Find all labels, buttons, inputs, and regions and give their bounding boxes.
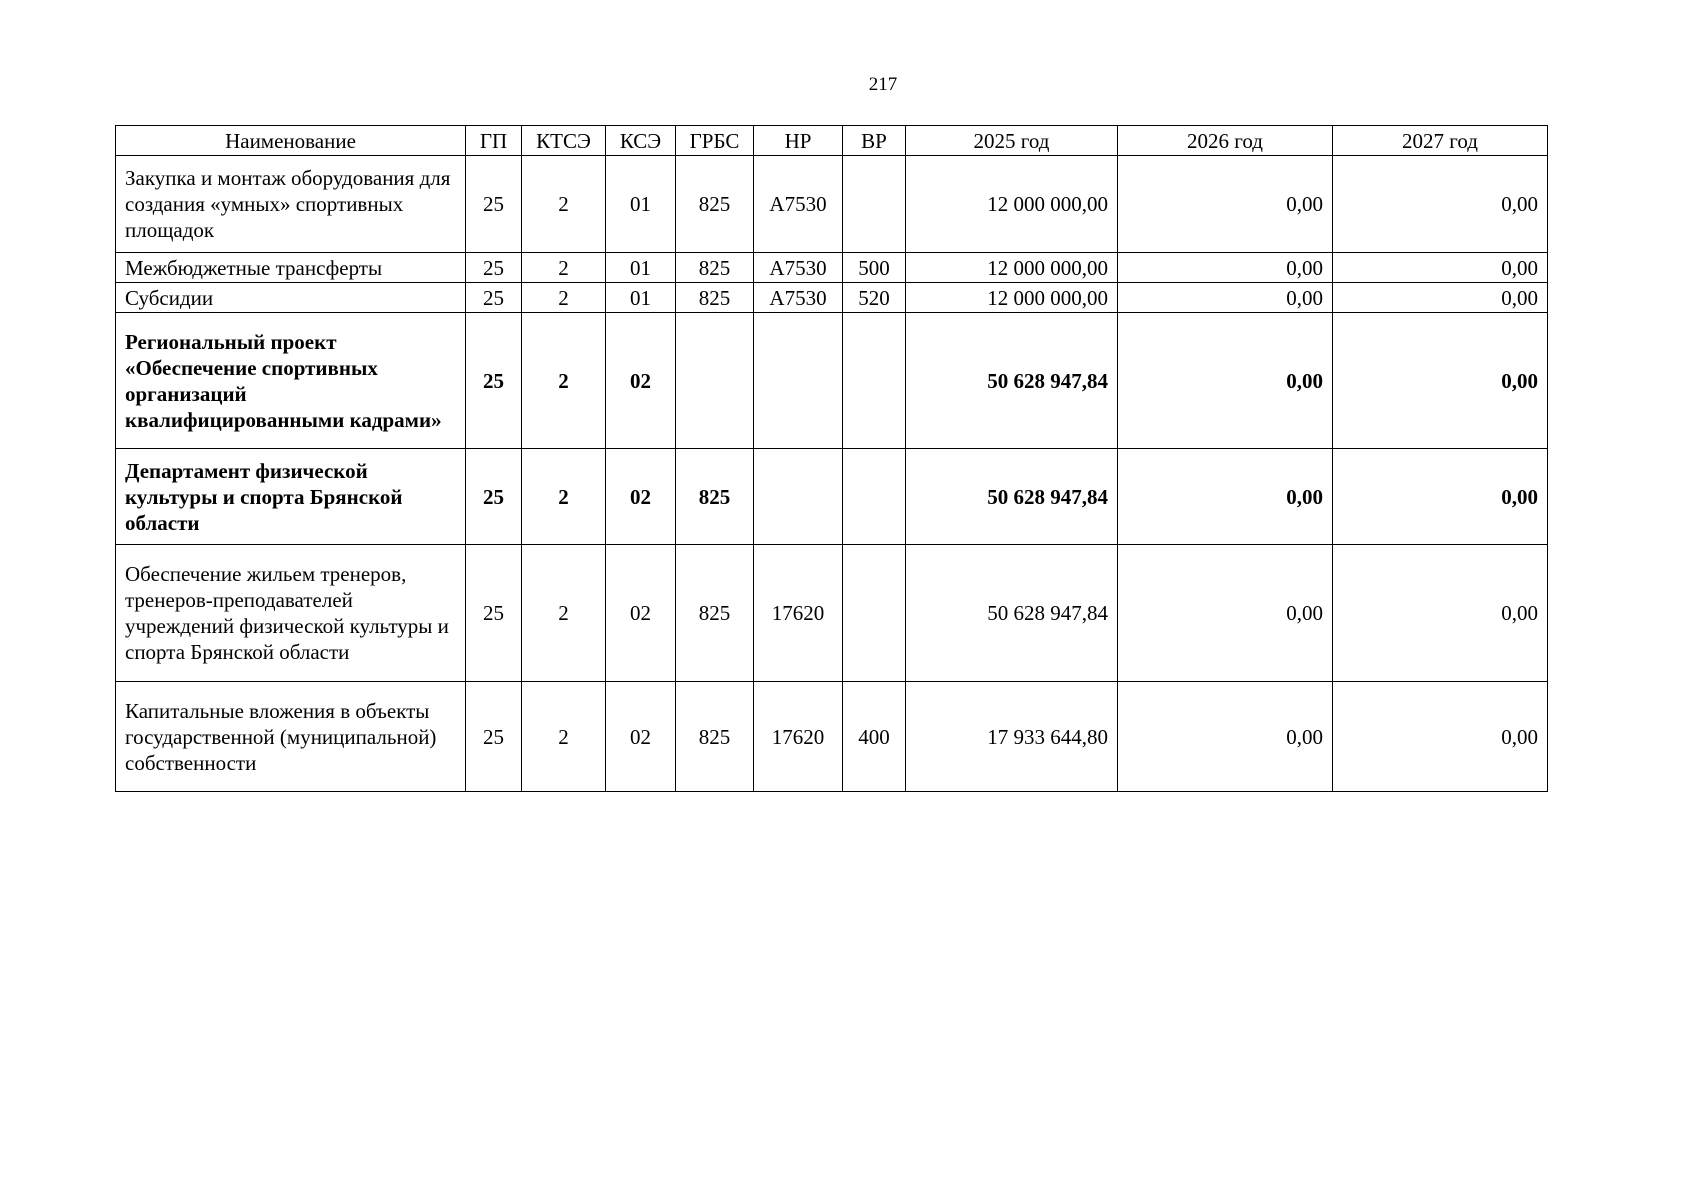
row-grbs: 825 bbox=[676, 283, 754, 313]
row-2027: 0,00 bbox=[1333, 449, 1548, 545]
row-ktse: 2 bbox=[522, 156, 606, 253]
header-nr: НР bbox=[754, 126, 843, 156]
row-2027: 0,00 bbox=[1333, 545, 1548, 682]
table-row bbox=[116, 156, 1548, 253]
row-2025: 12 000 000,00 bbox=[906, 283, 1118, 313]
row-name: Субсидии bbox=[116, 283, 466, 313]
row-kse: 01 bbox=[606, 156, 676, 253]
header-gp: ГП bbox=[466, 126, 522, 156]
row-2027: 0,00 bbox=[1333, 253, 1548, 283]
row-vr bbox=[843, 545, 906, 682]
budget-table bbox=[115, 125, 1548, 792]
row-nr: А7530 bbox=[754, 283, 843, 313]
row-2027: 0,00 bbox=[1333, 682, 1548, 792]
row-name: Межбюджетные трансферты bbox=[116, 253, 466, 283]
row-2025: 12 000 000,00 bbox=[906, 253, 1118, 283]
row-2025: 12 000 000,00 bbox=[906, 156, 1118, 253]
table-header-row bbox=[116, 126, 1548, 156]
header-vr: ВР bbox=[843, 126, 906, 156]
row-2027: 0,00 bbox=[1333, 156, 1548, 253]
row-kse: 02 bbox=[606, 545, 676, 682]
row-gp: 25 bbox=[466, 253, 522, 283]
header-grbs: ГРБС bbox=[676, 126, 754, 156]
row-vr: 400 bbox=[843, 682, 906, 792]
row-ktse: 2 bbox=[522, 682, 606, 792]
table-row bbox=[116, 283, 1548, 313]
page-number: 217 bbox=[868, 74, 898, 95]
row-vr bbox=[843, 313, 906, 449]
row-gp: 25 bbox=[466, 283, 522, 313]
table-row bbox=[116, 545, 1548, 682]
row-2027: 0,00 bbox=[1333, 283, 1548, 313]
row-kse: 02 bbox=[606, 682, 676, 792]
row-2026: 0,00 bbox=[1118, 449, 1333, 545]
row-2026: 0,00 bbox=[1118, 253, 1333, 283]
row-ktse: 2 bbox=[522, 545, 606, 682]
row-vr: 500 bbox=[843, 253, 906, 283]
row-grbs: 825 bbox=[676, 449, 754, 545]
header-2027: 2027 год bbox=[1333, 126, 1548, 156]
row-gp: 25 bbox=[466, 313, 522, 449]
row-grbs: 825 bbox=[676, 156, 754, 253]
header-ktse: КТСЭ bbox=[522, 126, 606, 156]
row-kse: 02 bbox=[606, 449, 676, 545]
row-2026: 0,00 bbox=[1118, 545, 1333, 682]
row-ktse: 2 bbox=[522, 449, 606, 545]
header-name: Наименование bbox=[116, 126, 466, 156]
row-2025: 50 628 947,84 bbox=[906, 449, 1118, 545]
row-gp: 25 bbox=[466, 156, 522, 253]
table-row bbox=[116, 449, 1548, 545]
row-2026: 0,00 bbox=[1118, 682, 1333, 792]
row-nr: 17620 bbox=[754, 545, 843, 682]
header-2025: 2025 год bbox=[906, 126, 1118, 156]
row-vr: 520 bbox=[843, 283, 906, 313]
row-name: Региональный проект «Обеспечение спортивных организаций квалифицированными кадрами» bbox=[116, 313, 466, 449]
row-nr bbox=[754, 449, 843, 545]
row-2025: 50 628 947,84 bbox=[906, 313, 1118, 449]
row-nr: 17620 bbox=[754, 682, 843, 792]
row-2026: 0,00 bbox=[1118, 313, 1333, 449]
row-2025: 17 933 644,80 bbox=[906, 682, 1118, 792]
row-name: Обеспечение жильем тренеров, тренеров-преподавателей учреждений физической культуры и спорта Брянской области bbox=[116, 545, 466, 682]
row-kse: 01 bbox=[606, 283, 676, 313]
row-kse: 01 bbox=[606, 253, 676, 283]
table-row bbox=[116, 682, 1548, 792]
row-grbs: 825 bbox=[676, 545, 754, 682]
row-gp: 25 bbox=[466, 449, 522, 545]
row-vr bbox=[843, 156, 906, 253]
row-nr: А7530 bbox=[754, 253, 843, 283]
row-grbs bbox=[676, 313, 754, 449]
row-ktse: 2 bbox=[522, 283, 606, 313]
row-gp: 25 bbox=[466, 545, 522, 682]
row-2026: 0,00 bbox=[1118, 156, 1333, 253]
row-2026: 0,00 bbox=[1118, 283, 1333, 313]
row-name: Капитальные вложения в объекты государственной (муниципальной) собственности bbox=[116, 682, 466, 792]
row-kse: 02 bbox=[606, 313, 676, 449]
row-vr bbox=[843, 449, 906, 545]
row-2027: 0,00 bbox=[1333, 313, 1548, 449]
header-2026: 2026 год bbox=[1118, 126, 1333, 156]
table-row bbox=[116, 313, 1548, 449]
row-name: Департамент физической культуры и спорта Брянской области bbox=[116, 449, 466, 545]
row-ktse: 2 bbox=[522, 313, 606, 449]
row-gp: 25 bbox=[466, 682, 522, 792]
table-row bbox=[116, 253, 1548, 283]
row-2025: 50 628 947,84 bbox=[906, 545, 1118, 682]
row-nr: А7530 bbox=[754, 156, 843, 253]
header-kse: КСЭ bbox=[606, 126, 676, 156]
row-nr bbox=[754, 313, 843, 449]
row-grbs: 825 bbox=[676, 253, 754, 283]
row-grbs: 825 bbox=[676, 682, 754, 792]
row-ktse: 2 bbox=[522, 253, 606, 283]
row-name: Закупка и монтаж оборудования для создания «умных» спортивных площадок bbox=[116, 156, 466, 253]
